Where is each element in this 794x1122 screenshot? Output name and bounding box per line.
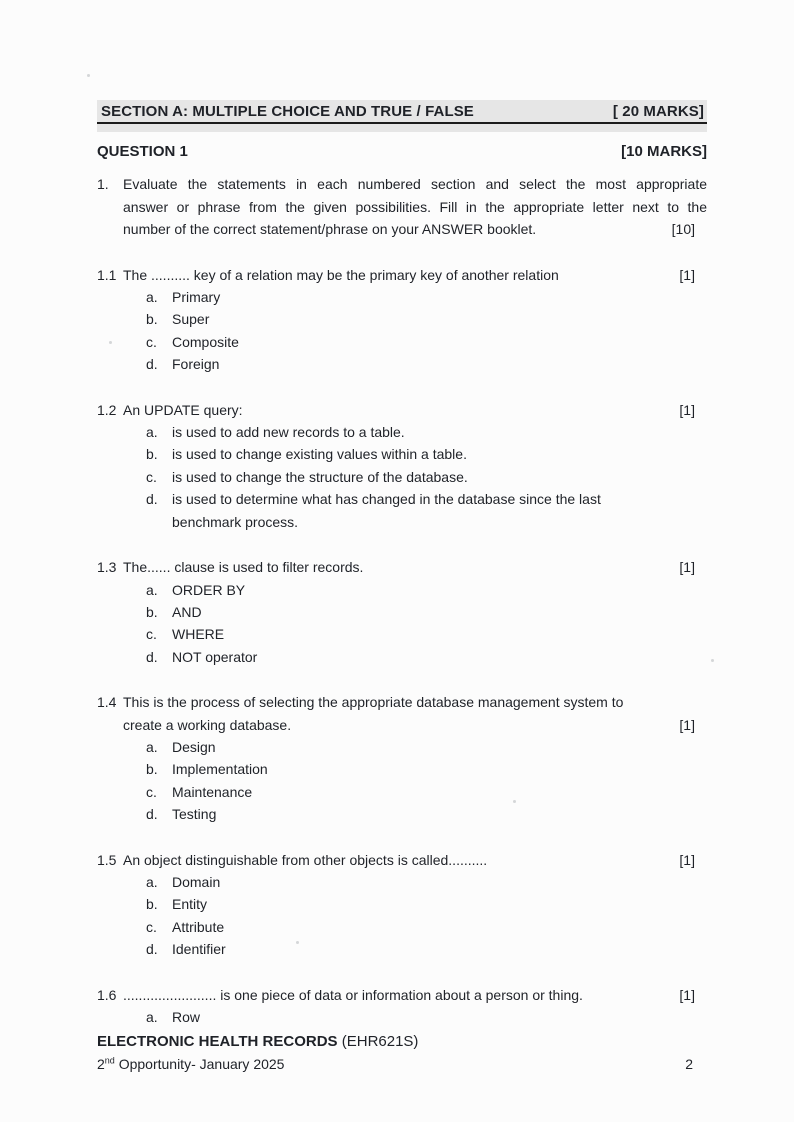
option-letter: a. — [146, 873, 158, 890]
option-letter: b. — [146, 603, 158, 620]
option-text-line: Implementation — [172, 761, 268, 778]
option-letter: d. — [146, 648, 158, 665]
option-text-line: Identifier — [172, 941, 226, 958]
question-block — [97, 984, 707, 1029]
option-letter: c. — [146, 333, 157, 350]
options-list — [146, 579, 707, 669]
question-text-line: create a working database. — [123, 716, 292, 733]
option-text-line: is used to change the structure of the database. — [172, 468, 468, 485]
question-text — [123, 984, 707, 1006]
option-letter: d. — [146, 806, 158, 823]
option-item — [146, 331, 707, 353]
question-header-title: QUESTION 1 — [97, 143, 188, 160]
option-letter: a. — [146, 581, 158, 598]
section-title: SECTION A: MULTIPLE CHOICE AND TRUE / FALSE — [101, 103, 474, 120]
question-marks: [1] — [679, 559, 695, 576]
option-item — [146, 938, 707, 960]
footer-course-code: (EHR621S) — [337, 1033, 419, 1050]
option-item — [146, 781, 707, 803]
instruction-line: answer or phrase from the given possibilities. Fill in the appropriate letter next to the — [123, 198, 707, 215]
question-block — [97, 849, 707, 961]
section-header-bar — [97, 100, 707, 132]
question-stem — [97, 556, 707, 578]
section-header — [97, 103, 707, 124]
footer-course-line — [97, 1031, 707, 1053]
question-text-line: The .......... key of a relation may be the primary key of another relation — [123, 266, 559, 283]
option-text — [172, 758, 268, 780]
question-text — [123, 691, 707, 736]
options-list — [146, 736, 707, 826]
option-item — [146, 893, 707, 915]
option-text — [172, 579, 245, 601]
option-text-line: Domain — [172, 873, 221, 890]
option-text — [172, 601, 202, 623]
question-marks: [1] — [679, 266, 695, 283]
option-text-line: is used to add new records to a table. — [172, 424, 405, 441]
option-item — [146, 421, 707, 443]
question-text-line: An UPDATE query: — [123, 401, 243, 418]
question-header — [97, 141, 707, 163]
option-letter: b. — [146, 761, 158, 778]
option-item — [146, 623, 707, 645]
question-text — [123, 849, 707, 871]
option-item — [146, 758, 707, 780]
option-text-line: Composite — [172, 333, 239, 350]
option-text-line: ORDER BY — [172, 581, 246, 598]
option-letter: a. — [146, 289, 158, 306]
question-number: 1.6 — [97, 986, 117, 1003]
option-item — [146, 286, 707, 308]
option-text-line: Foreign — [172, 356, 220, 373]
question-block — [97, 399, 707, 533]
option-letter: c. — [146, 468, 157, 485]
option-letter: b. — [146, 896, 158, 913]
question-number: 1.3 — [97, 559, 117, 576]
question-block — [97, 691, 707, 825]
option-letter: d. — [146, 491, 158, 508]
option-text — [172, 466, 468, 488]
option-letter: c. — [146, 783, 157, 800]
instruction-line: Evaluate the statements in each numbered section and select the most appropriate — [123, 176, 707, 193]
option-text — [172, 1006, 200, 1028]
question-stem — [97, 849, 707, 871]
option-text — [172, 781, 252, 803]
question-text-line: An object distinguishable from other objects is called.......... — [123, 851, 488, 868]
page-number: 2 — [685, 1056, 693, 1072]
option-text-line: is used to determine what has changed in the database since the last — [172, 491, 601, 508]
option-text-line: is used to change existing values within a table. — [172, 446, 467, 463]
question-header-marks: [10 MARKS] — [621, 143, 707, 160]
option-letter: a. — [146, 424, 158, 441]
option-text — [172, 443, 467, 465]
option-item — [146, 736, 707, 758]
section-marks: [ 20 MARKS] — [612, 103, 704, 120]
option-text — [172, 353, 219, 375]
question-block — [97, 264, 707, 376]
question-number: 1.5 — [97, 851, 117, 868]
option-letter: b. — [146, 311, 158, 328]
option-text — [172, 331, 239, 353]
option-text-line: Maintenance — [172, 783, 253, 800]
question-text-line: This is the process of selecting the appropriate database management system to — [123, 694, 624, 711]
question-text-line: ........................ is one piece of data or information about a person or thing. — [123, 986, 583, 1003]
question-stem — [97, 984, 707, 1006]
option-text-line: Row — [172, 1009, 201, 1025]
footer-opportunity-line — [97, 1053, 707, 1075]
question-stem — [97, 399, 707, 421]
options-list — [146, 1006, 707, 1028]
footer-course-title: ELECTRONIC HEALTH RECORDS — [97, 1033, 338, 1050]
instruction-line: number of the correct statement/phrase on your ANSWER booklet. — [123, 221, 537, 238]
option-item — [146, 646, 707, 668]
question-text — [123, 399, 707, 421]
question-text — [123, 264, 707, 286]
option-item — [146, 601, 707, 623]
option-text-line: Design — [172, 738, 216, 755]
question-number: 1.4 — [97, 694, 117, 711]
page-content — [97, 100, 707, 1028]
option-text-line: NOT operator — [172, 648, 258, 665]
option-text — [172, 488, 601, 533]
option-text — [172, 286, 220, 308]
option-text-line: Entity — [172, 896, 208, 913]
questions-list — [97, 264, 707, 1029]
option-item — [146, 488, 707, 533]
question-number: 1.2 — [97, 401, 117, 418]
option-text — [172, 938, 226, 960]
question-block — [97, 556, 707, 668]
option-item — [146, 353, 707, 375]
question-marks: [1] — [679, 986, 695, 1003]
option-item — [146, 466, 707, 488]
option-text-line: Attribute — [172, 918, 225, 935]
instruction-paragraph — [97, 173, 707, 240]
option-letter: c. — [146, 626, 157, 643]
instruction-last-line — [123, 218, 707, 240]
option-item — [146, 579, 707, 601]
option-text-line: WHERE — [172, 626, 225, 643]
question-stem — [97, 264, 707, 286]
option-text-line: benchmark process. — [172, 513, 299, 530]
option-letter: a. — [146, 738, 158, 755]
option-item — [146, 916, 707, 938]
option-text — [172, 893, 207, 915]
question-marks: [1] — [679, 716, 695, 733]
instruction-marks: [10] — [671, 221, 695, 238]
question-text — [123, 556, 707, 578]
option-letter: d. — [146, 941, 158, 958]
options-list — [146, 286, 707, 376]
page-footer — [97, 1031, 707, 1075]
question-text-line: The...... clause is used to filter records. — [123, 559, 364, 576]
option-letter: a. — [146, 1009, 158, 1025]
option-text — [172, 916, 224, 938]
instruction-number: 1. — [97, 176, 109, 193]
option-text — [172, 646, 257, 668]
options-list — [146, 421, 707, 533]
option-text — [172, 803, 216, 825]
question-stem — [97, 691, 707, 736]
footer-opportunity: 2nd Opportunity- January 2025 — [97, 1055, 285, 1072]
option-letter: b. — [146, 446, 158, 463]
ordinal-suffix: nd — [104, 1055, 115, 1066]
option-letter: d. — [146, 356, 158, 373]
option-text — [172, 736, 216, 758]
question-marks: [1] — [679, 401, 695, 418]
option-text-line: Testing — [172, 806, 217, 823]
option-text — [172, 308, 209, 330]
options-list — [146, 871, 707, 961]
option-item — [146, 1006, 707, 1028]
scan-speckle — [87, 74, 90, 77]
question-number: 1.1 — [97, 266, 117, 283]
option-item — [146, 443, 707, 465]
option-item — [146, 308, 707, 330]
option-text-line: AND — [172, 603, 202, 620]
option-text-line: Primary — [172, 289, 221, 306]
question-marks: [1] — [679, 851, 695, 868]
option-text-line: Super — [172, 311, 210, 328]
option-letter: c. — [146, 918, 157, 935]
option-text — [172, 421, 405, 443]
scan-speckle — [711, 659, 714, 662]
option-text — [172, 871, 220, 893]
option-item — [146, 871, 707, 893]
option-item — [146, 803, 707, 825]
option-text — [172, 623, 224, 645]
